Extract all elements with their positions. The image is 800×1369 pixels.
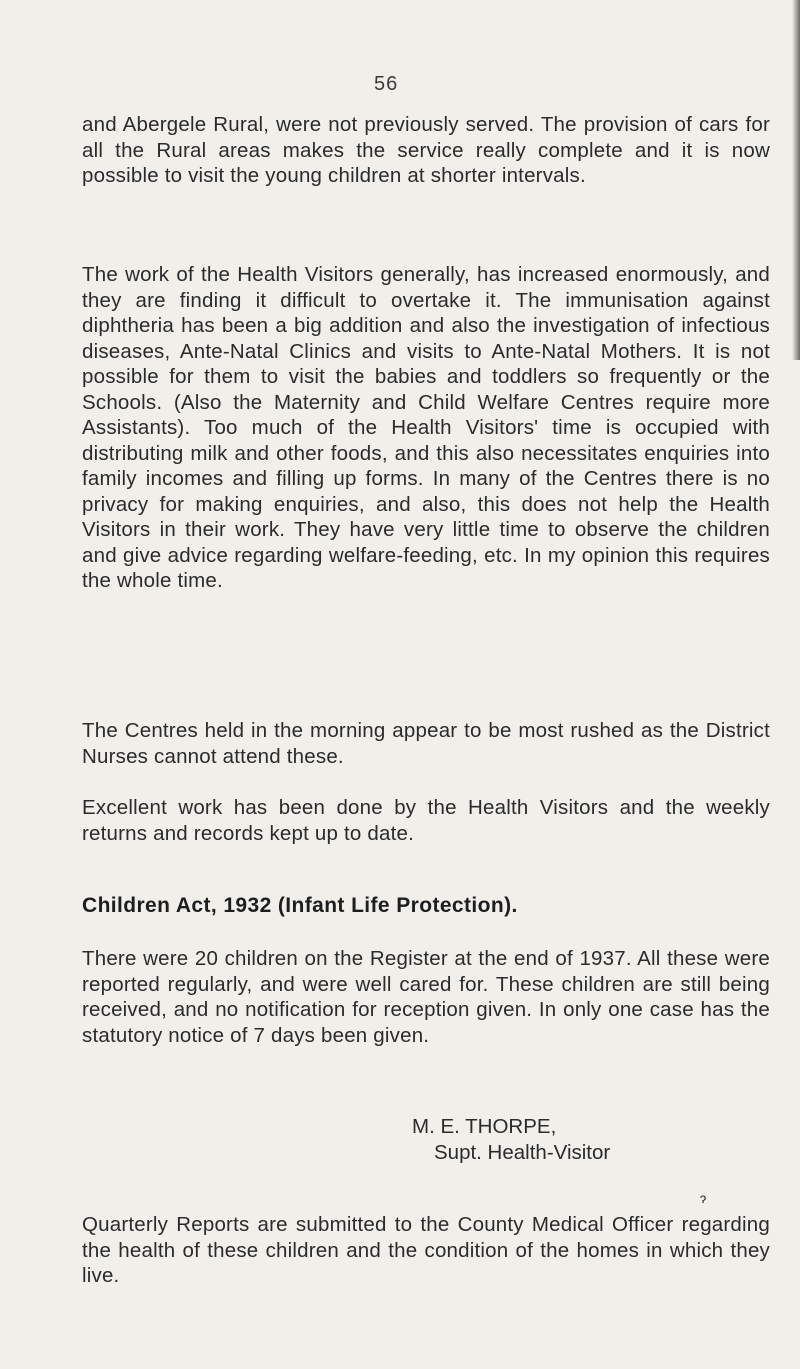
paragraph-register: There were 20 children on the Register at the end of 1937. All these were reported regularly, and were well cared for. These children are still being received, and no notification for reception given. In only one case has the statutory notice of 7 days been given. (82, 947, 770, 1047)
paragraph-health-visitors-work: The work of the Health Visitors generally, has increased enormously, and they are finding it difficult to overtake it. The immunisation against diphtheria has been a big addition and also the investigation of infectious diseases, Ante-Natal Clinics and visits to Ante-Natal Mothers. It is not possible for them to visit the babies and toddlers so frequently or the Schools. (Also the Maternity and Child Welfare Centres require more Assistants). Too much of the Health Visitors' time is occupied with distributing milk and other foods, and this also necessitates enquiries into family incomes and filling up forms. In many of the Centres there is no privacy for making enquiries, and also, this does not help the Health Visitors in their work. They have very little time to observe the children and give advice regarding welfare-feeding, etc. In my opinion this requires the whole time. (82, 263, 770, 592)
ink-mark: ɂ (700, 1190, 707, 1206)
paragraph-morning-centres: The Centres held in the morning appear to be most rushed as the District Nurses cannot attend these. (82, 719, 770, 768)
section-heading: Children Act, 1932 (Infant Life Protection). (82, 894, 518, 917)
page-edge-shadow (792, 0, 800, 360)
signature-title: Supt. Health-Visitor (434, 1141, 611, 1164)
signature-name: M. E. THORPE, (412, 1115, 557, 1138)
paragraph-excellent-work: Excellent work has been done by the Health Visitors and the weekly returns and records kept up to date. (82, 796, 770, 845)
page-number: 56 (374, 73, 399, 95)
signature-block (412, 1114, 610, 1166)
paragraph-quarterly-reports: Quarterly Reports are submitted to the County Medical Officer regarding the health of these children and the condition of the homes in which they live. (82, 1213, 770, 1287)
paragraph-car-provision: and Abergele Rural, were not previously served. The provision of cars for all the Rural areas makes the service really complete and it is now possible to visit the young children at shorter intervals. (82, 113, 770, 187)
